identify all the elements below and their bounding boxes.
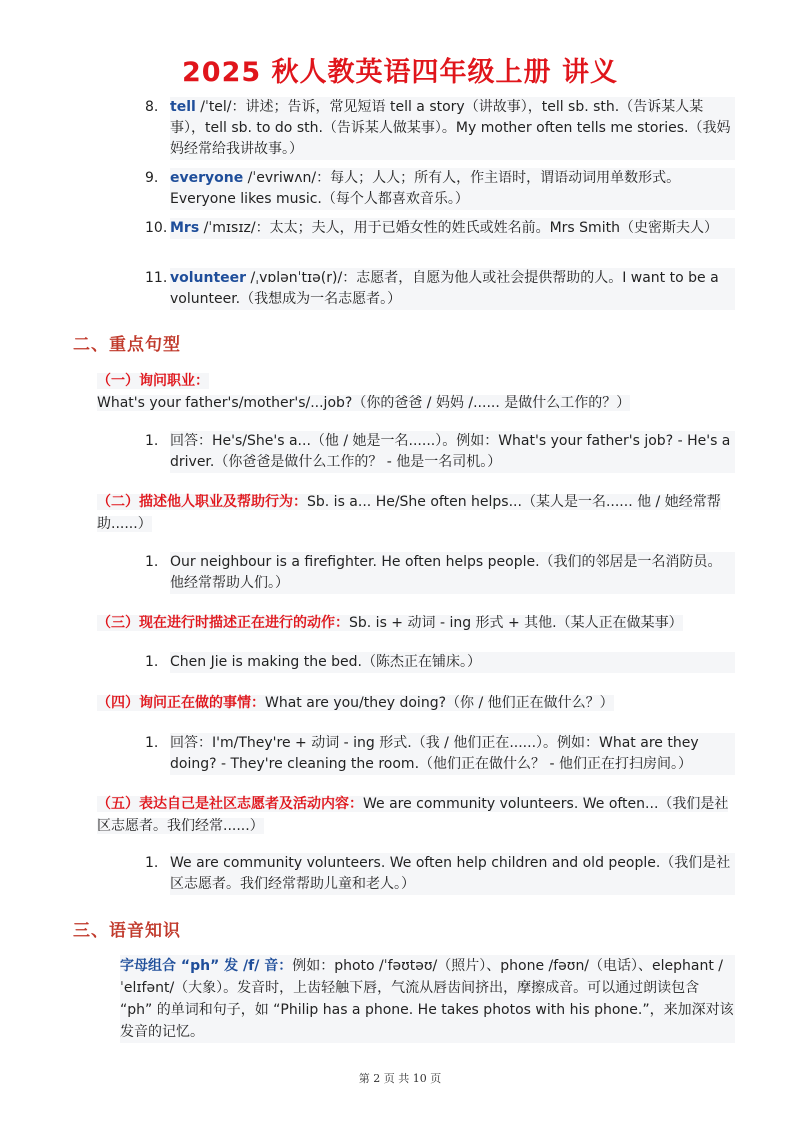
vocab-item-mrs (145, 218, 735, 239)
vocab-definition: /ˈtel/：讲述；告诉，常见短语 tell a story（讲故事），tell sb. sth.（告诉某人某事），tell sb. to do sth.（告诉某人做某事）。My mother often tells me stories.（我妈妈经常给我讲故事。） (170, 99, 731, 157)
item-number: 10. (145, 220, 168, 236)
pattern-ask-doing (97, 692, 737, 714)
item-number: 1. (145, 855, 159, 871)
section-heading-key-sentences: 二、重点句型 (73, 335, 181, 355)
pattern-label: （一）询问职业： (97, 373, 209, 389)
phonics-ph-rule (120, 955, 735, 1043)
item-number: 1. (145, 433, 159, 449)
vocab-item-volunteer (145, 268, 735, 310)
pattern-describe-job (97, 491, 737, 535)
list-item (145, 853, 735, 895)
vocab-item-everyone (145, 168, 735, 210)
vocab-word: tell (170, 99, 196, 115)
pattern-label: （五）表达自己是社区志愿者及活动内容： (97, 796, 363, 812)
list-item (145, 552, 735, 594)
vocab-definition: /ˈevriwʌn/：每人；人人；所有人，作主语时，谓语动词用单数形式。Everyone likes music.（每个人都喜欢音乐。） (170, 170, 681, 207)
vocab-item-tell (145, 97, 735, 160)
pattern-text: What are you/they doing?（你 / 他们正在做什么？） (265, 695, 614, 711)
item-number: 8. (145, 99, 159, 115)
pattern-label: （四）询问正在做的事情： (97, 695, 265, 711)
item-number: 1. (145, 654, 159, 670)
example-text: We are community volunteers. We often help children and old people.（我们是社区志愿者。我们经常帮助儿童和老人。） (170, 853, 735, 895)
example-text: 回答：He's/She's a...（他 / 她是一名......）。例如：What's your father's job? - He's a driver.（你爸爸是做什么工作的？ - 他是一名司机。） (170, 431, 735, 473)
example-text: 回答：I'm/They're + 动词 - ing 形式.（我 / 他们正在......）。例如：What are they doing? - They're cleaning the room.（他们正在做什么？ - 他们正在打扫房间。） (170, 733, 735, 775)
section-heading-phonics: 三、语音知识 (73, 921, 181, 941)
pattern-text: Sb. is a... He/She often helps...（某人是一名...... 他 / 她经常帮助......） (97, 494, 721, 532)
vocab-word: volunteer (170, 270, 247, 286)
item-number: 1. (145, 554, 159, 570)
vocab-definition: /ˈmɪsɪz/：太太；夫人，用于已婚女性的姓氏或姓名前。Mrs Smith（史密斯夫人） (199, 220, 718, 236)
pattern-community-volunteer (97, 793, 737, 837)
pattern-label: （三）现在进行时描述正在进行的动作： (97, 615, 349, 631)
pattern-present-continuous (97, 612, 737, 634)
vocab-word: Mrs (170, 220, 200, 236)
item-number: 11. (145, 270, 168, 286)
list-item (145, 431, 735, 473)
phonics-text: 例如：photo /ˈfəʊtəʊ/（照片）、phone /fəʊn/（电话）、elephant /ˈelɪfənt/（大象）。发音时，上齿轻触下唇，气流从唇齿间挤出，摩擦成音。可以通过朗读包含 “ph” 的单词和句子，如 “Philip has a phone. He takes photos with his phone.”，来加深对该发音的记忆。 (120, 958, 734, 1040)
list-item (145, 733, 735, 775)
item-number: 9. (145, 170, 159, 186)
item-number: 1. (145, 735, 159, 751)
page-number: 第 2 页 共 10 页 (358, 1072, 442, 1085)
example-text: Chen Jie is making the bed.（陈杰正在铺床。） (170, 652, 735, 673)
vocab-word: everyone (170, 170, 244, 186)
pattern-text: Sb. is + 动词 - ing 形式 + 其他.（某人正在做某事） (349, 615, 683, 631)
page-title: 2025 秋人教英语四年级上册 讲义 (182, 57, 618, 88)
list-item (145, 652, 735, 673)
example-text: Our neighbour is a firefighter. He often helps people.（我们的邻居是一名消防员。他经常帮助人们。） (170, 552, 735, 594)
pattern-text: What's your father's/mother's/...job?（你的爸爸 / 妈妈 /...... 是做什么工作的？） (97, 395, 631, 411)
pattern-ask-job (97, 370, 737, 414)
phonics-label: 字母组合 “ph” 发 /f/ 音： (120, 958, 293, 974)
vocab-definition: /ˌvɒlənˈtɪə(r)/：志愿者，自愿为他人或社会提供帮助的人。I want to be a volunteer.（我想成为一名志愿者。） (170, 270, 719, 307)
pattern-label: （二）描述他人职业及帮助行为： (97, 494, 307, 510)
pattern-text: We are community volunteers. We often...（我们是社区志愿者。我们经常......） (97, 796, 729, 834)
